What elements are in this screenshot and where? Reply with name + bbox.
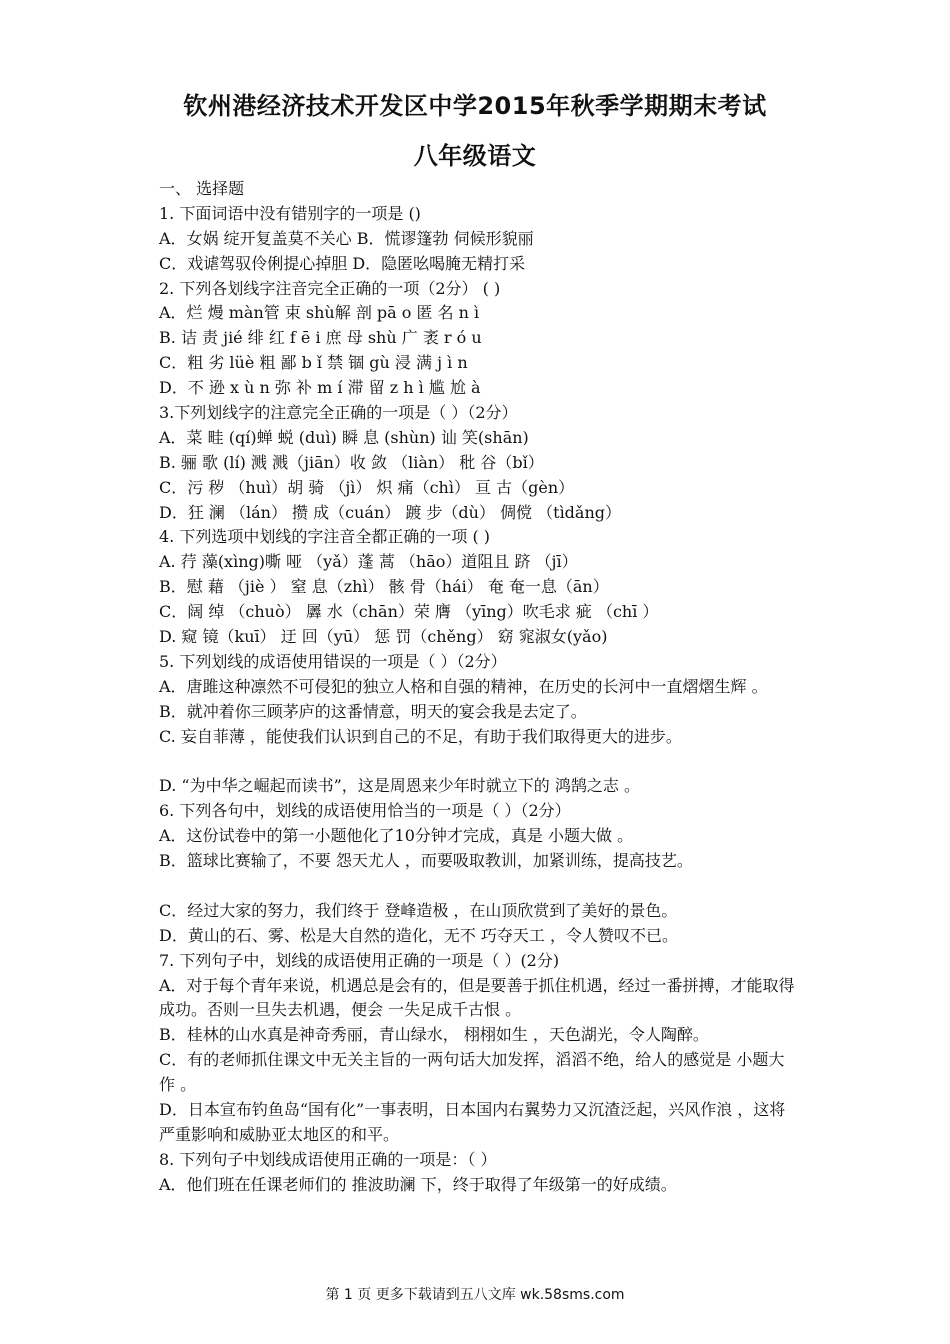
exam-subtitle: 八年级语文: [413, 142, 537, 170]
option-3a: A．菜 畦 (qí)蝉 蜕 (duì) 瞬 息 (shùn) 讪 笑(shān): [159, 427, 529, 447]
option-4c: C．阔 绰 （chuò） 羼 水（chān）荣 膺 （yīng）吹毛求 疵 （chī ）: [159, 602, 659, 622]
blank-line: [159, 750, 799, 775]
exam-title: 钦州港经济技术开发区中学2015年秋季学期期末考试: [183, 92, 767, 120]
question-2: 2. 下列各划线字注音完全正确的一项（2分） ( ): [159, 278, 501, 298]
option-6b: B．篮球比赛输了，不要 怨天尤人 ，而要吸取教训，加紧训练，提高技艺。: [159, 851, 693, 871]
option-3d: D．狂 澜 （lán） 攒 成（cuán） 踱 步（dù） 倜傥 （tìdǎng）: [159, 502, 622, 522]
option-7b: B．桂林的山水真是神奇秀丽，青山绿水， 栩栩如生 ，天色湖光，令人陶醉。: [159, 1025, 709, 1045]
option-7c: C．有的老师抓住课文中无关主旨的一两句话大加发挥，滔滔不绝，给人的感觉是 小题大作 。: [159, 1050, 785, 1095]
option-6c: C．经过大家的努力，我们终于 登峰造极 ，在山顶欣赏到了美好的景色。: [159, 900, 678, 920]
option-3b: B. 骊 歌 (lí) 溅 溅（jiān）收 敛 （liàn） 秕 谷（bǐ）: [159, 452, 544, 472]
option-4a: A. 荇 藻(xìng)嘶 哑 （yǎ）蓬 蒿 （hāo）道阻且 跻 （jī）: [159, 552, 578, 572]
option-3c: C．污 秽 （huì）胡 骑 （jì） 炽 痛（chì） 亘 古（gèn）: [159, 477, 575, 497]
option-7a: A．对于每个青年来说，机遇总是会有的，但是要善于抓住机遇，经过一番拼搏，才能取得成功。否则一旦失去机遇，便会 一失足成千古恨 。: [159, 975, 795, 1020]
option-2d: D．不 逊 x ù n 弥 补 m í 滞 留 z h ì 尴 尬 à: [159, 378, 481, 398]
option-5a: A．唐雎这种凛然不可侵犯的独立人格和自强的精神，在历史的长河中一直熠熠生辉 。: [159, 676, 768, 696]
option-4d: D. 窥 镜（kuī） 迂 回（yū） 惩 罚（chěng） 窈 窕淑女(yǎo): [159, 627, 608, 647]
option-2c: C．粗 劣 lüè 粗 鄙 b ǐ 禁 锢 gù 浸 满 j ì n: [159, 353, 468, 373]
question-body: [159, 177, 799, 1198]
question-5: 5. 下列划线的成语使用错误的一项是（ ）（2分）: [159, 651, 507, 671]
question-8: 8. 下列句子中划线成语使用正确的一项是：（ ）: [159, 1149, 497, 1169]
option-7d: D．日本宣布钓鱼岛“国有化”一事表明，日本国内右翼势力又沉渣泛起，兴风作浪 ，这将严重影响和威胁亚太地区的和平。: [159, 1100, 786, 1144]
option-5d: D. “为中华之崛起而读书”，这是周恩来少年时就立下的 鸿鹄之志 。: [159, 776, 640, 796]
option-2a: A．烂 熳 màn管 束 shù解 剖 pā o 匿 名 n ì: [159, 303, 480, 323]
question-3: 3.下列划线字的注意完全正确的一项是（ ）（2分）: [159, 403, 518, 423]
option-1a: A．女娲 绽开复盖莫不关心 B．慌谬篷勃 伺候形貌丽: [159, 228, 534, 248]
page-footer: 第 1 页 更多下载请到五八文库 wk.58sms.com: [325, 1287, 625, 1303]
option-1c: C．戏谑驾驭伶俐提心掉胆 D．隐匿吆喝腌无精打采: [159, 253, 526, 273]
question-1: 1. 下面词语中没有错别字的一项是 (): [159, 203, 421, 223]
option-6a: A．这份试卷中的第一小题他化了10分钟才完成，真是 小题大做 。: [159, 826, 634, 846]
option-6d: D．黄山的石、雾、松是大自然的造化，无不 巧夺天工 ，令人赞叹不已。: [159, 925, 679, 945]
question-6: 6. 下列各句中，划线的成语使用恰当的一项是（ ）（2分）: [159, 801, 571, 821]
question-4: 4. 下列选项中划线的字注音全都正确的一项 ( ): [159, 527, 491, 547]
blank-line: [159, 874, 799, 899]
option-8a: A．他们班在任课老师们的 推波助澜 下，终于取得了年级第一的好成绩。: [159, 1174, 677, 1194]
section-heading: 一、 选择题: [159, 179, 245, 198]
question-7: 7. 下列句子中，划线的成语使用正确的一项是（ ）(2分): [159, 950, 560, 970]
option-5b: B．就冲着你三顾茅庐的这番情意，明天的宴会我是去定了。: [159, 701, 587, 721]
option-5c: C. 妄自菲薄 ，能使我们认识到自己的不足，有助于我们取得更大的进步。: [159, 726, 682, 746]
option-4b: B．慰 藉 （jiè ） 窒 息（zhì） 骸 骨（hái） 奄 奄一息（ān）: [159, 577, 609, 597]
option-2b: B. 诘 责 jié 绯 红 f ē i 庶 母 shù 广 袤 r ó u: [159, 328, 482, 348]
